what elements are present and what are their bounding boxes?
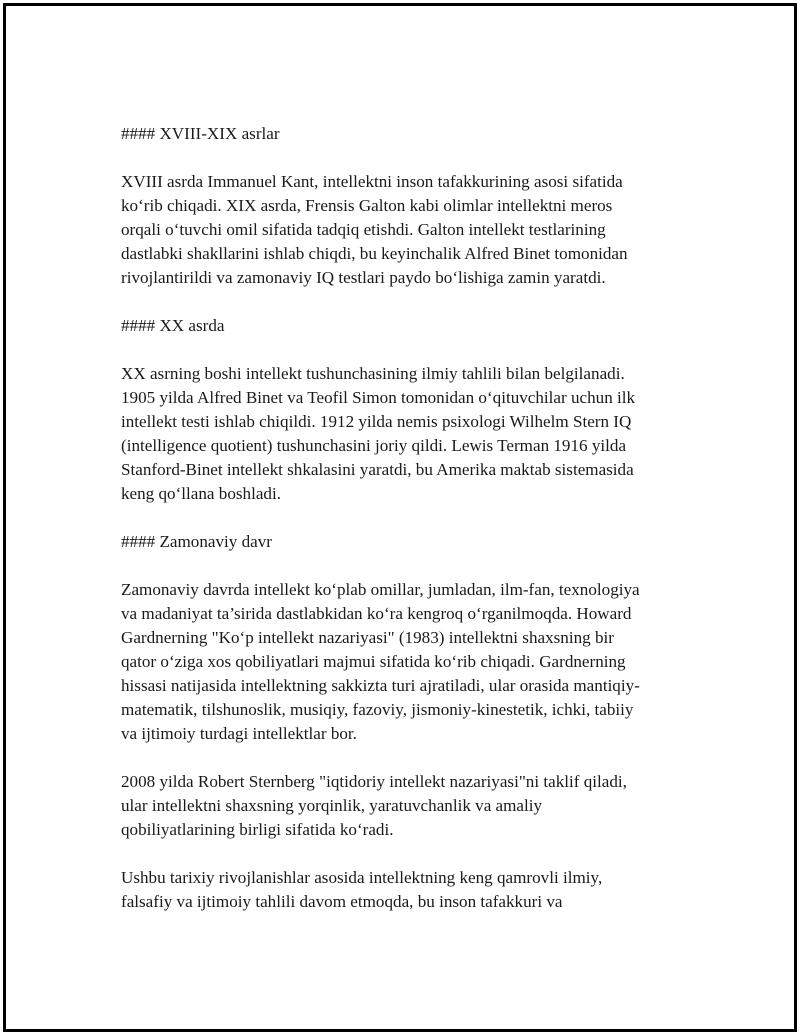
text-line: qator o‘ziga xos qobiliyatlari majmui sifatida ko‘rib chiqadi. Gardnerning <box>121 652 626 671</box>
section-heading-xviii-xix: #### XVIII-XIX asrlar <box>121 124 280 143</box>
text-line: XX asrning boshi intellekt tushunchasining ilmiy tahlili bilan belgilanadi. <box>121 364 625 383</box>
text-line: ko‘rib chiqadi. XIX asrda, Frensis Galton kabi olimlar intellektni meros <box>121 196 613 215</box>
text-line: hissasi natijasida intellektning sakkizta turi ajratiladi, ular orasida mantiqiy- <box>121 676 640 695</box>
paragraph-gardner <box>121 578 706 746</box>
text-line: (intelligence quotient) tushunchasini joriy qildi. Lewis Terman 1916 yilda <box>121 436 627 455</box>
paragraph-kant-galton <box>121 170 706 290</box>
text-line: intellekt testi ishlab chiqildi. 1912 yilda nemis psixologi Wilhelm Stern IQ <box>121 412 632 431</box>
text-line: Stanford-Binet intellekt shkalasini yaratdi, bu Amerika maktab sistemasida <box>121 460 634 479</box>
text-line: falsafiy va ijtimoiy tahlili davom etmoqda, bu inson tafakkuri va <box>121 892 563 911</box>
text-line: Zamonaviy davrda intellekt ko‘plab omillar, jumladan, ilm-fan, texnologiya <box>121 580 640 599</box>
paragraph-conclusion <box>121 866 706 914</box>
text-line: va madaniyat ta’sirida dastlabkidan ko‘ra kengroq o‘rganilmoqda. Howard <box>121 604 632 623</box>
section-heading-zamonaviy: #### Zamonaviy davr <box>121 532 272 551</box>
text-line: keng qo‘llana boshladi. <box>121 484 281 503</box>
text-line: matematik, tilshunoslik, musiqiy, fazoviy, jismoniy-kinestetik, ichki, tabiiy <box>121 700 634 719</box>
text-line: Ushbu tarixiy rivojlanishlar asosida intellektning keng qamrovli ilmiy, <box>121 868 603 887</box>
section-heading-xx: #### XX asrda <box>121 316 225 335</box>
document-body <box>121 122 706 938</box>
text-line: orqali o‘tuvchi omil sifatida tadqiq etishdi. Galton intellekt testlarining <box>121 220 606 239</box>
text-line: 2008 yilda Robert Sternberg "iqtidoriy intellekt nazariyasi"ni taklif qiladi, <box>121 772 627 791</box>
paragraph-binet-stern <box>121 362 706 506</box>
text-line: qobiliyatlarining birligi sifatida ko‘radi. <box>121 820 394 839</box>
page-frame <box>3 3 797 1032</box>
text-line: 1905 yilda Alfred Binet va Teofil Simon tomonidan o‘qituvchilar uchun ilk <box>121 388 636 407</box>
text-line: va ijtimoiy turdagi intellektlar bor. <box>121 724 357 743</box>
text-line: dastlabki shakllarini ishlab chiqdi, bu keyinchalik Alfred Binet tomonidan <box>121 244 628 263</box>
text-line: ular intellektni shaxsning yorqinlik, yaratuvchanlik va amaliy <box>121 796 543 815</box>
paragraph-sternberg <box>121 770 706 842</box>
text-line: XVIII asrda Immanuel Kant, intellektni inson tafakkurining asosi sifatida <box>121 172 623 191</box>
text-line: rivojlantirildi va zamonaviy IQ testlari paydo bo‘lishiga zamin yaratdi. <box>121 268 606 287</box>
text-line: Gardnerning "Ko‘p intellekt nazariyasi" (1983) intellektni shaxsning bir <box>121 628 614 647</box>
